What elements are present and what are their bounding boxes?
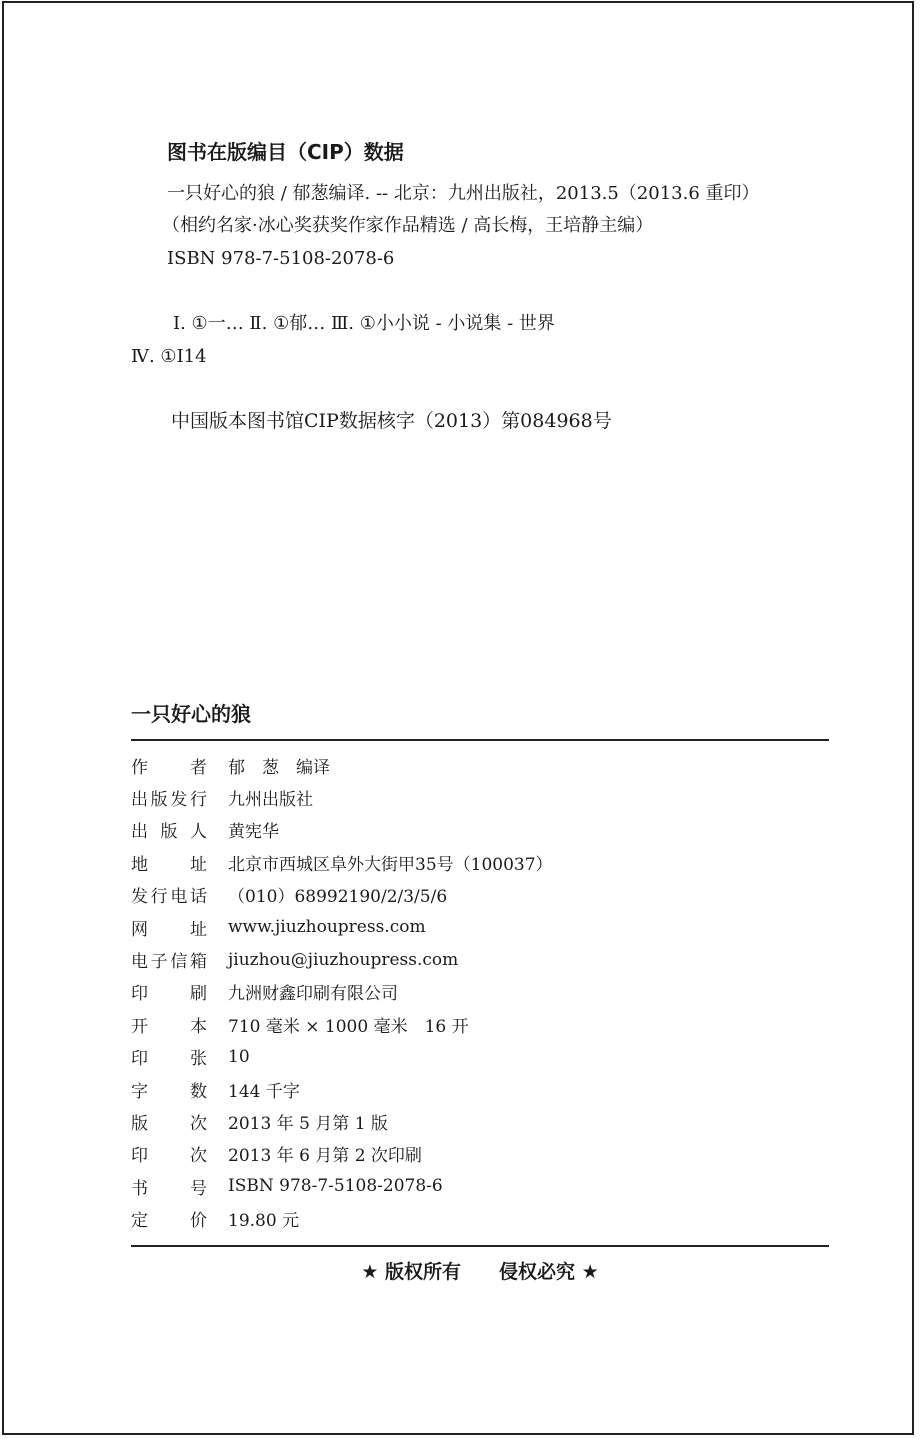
info-label-char: 刷 bbox=[190, 984, 207, 1005]
info-label-char: 行 bbox=[150, 887, 168, 908]
info-row bbox=[131, 814, 829, 846]
info-label bbox=[131, 882, 207, 907]
info-label bbox=[131, 979, 207, 1004]
info-value: 2013 年 6 月第 2 次印刷 bbox=[228, 1146, 422, 1167]
info-label-char: 箱 bbox=[189, 952, 207, 973]
cip-line-series: （相约名家·冰心奖获奖作家作品精选 / 高长梅，王培静主编） bbox=[162, 215, 654, 236]
info-label-char: 次 bbox=[190, 1113, 207, 1134]
info-label bbox=[131, 1077, 207, 1102]
info-row bbox=[131, 1202, 829, 1234]
info-value: 10 bbox=[228, 1046, 250, 1067]
info-value: 144 千字 bbox=[228, 1081, 300, 1102]
book-title: 一只好心的狼 bbox=[131, 702, 251, 726]
info-label bbox=[131, 850, 207, 875]
info-value: 郁 葱 编译 bbox=[228, 757, 330, 778]
info-value: （010）68992190/2/3/5/6 bbox=[228, 887, 448, 908]
info-label-char: 版 bbox=[150, 790, 168, 811]
info-label-char: 出 bbox=[131, 822, 148, 843]
info-value: jiuzhou@jiuzhoupress.com bbox=[228, 949, 459, 970]
info-row bbox=[131, 846, 829, 878]
cip-line-subjects: Ⅰ. ①一… Ⅱ. ①郁… Ⅲ. ①小小说 - 小说集 - 世界 bbox=[173, 313, 555, 334]
info-row bbox=[131, 1073, 829, 1105]
info-value: 九洲财鑫印刷有限公司 bbox=[228, 984, 398, 1005]
info-label-char: 子 bbox=[150, 952, 168, 973]
info-label-char: 版 bbox=[131, 1113, 148, 1134]
info-label-char: 印 bbox=[131, 984, 148, 1005]
info-label-char: 书 bbox=[131, 1178, 148, 1199]
info-row bbox=[131, 1008, 829, 1040]
info-value: 710 毫米 × 1000 毫米 16 开 bbox=[228, 1016, 469, 1037]
info-label-char: 次 bbox=[190, 1146, 207, 1167]
info-label-char: 开 bbox=[131, 1016, 148, 1037]
info-label-char: 址 bbox=[190, 854, 207, 875]
info-label-char: 张 bbox=[190, 1049, 207, 1070]
info-label-char: 价 bbox=[190, 1211, 207, 1232]
info-label-char: 者 bbox=[190, 757, 207, 778]
info-label-char: 人 bbox=[190, 822, 207, 843]
info-value: 北京市西城区阜外大街甲35号（100037） bbox=[228, 854, 553, 875]
info-label bbox=[131, 1141, 207, 1166]
info-label-char: 电 bbox=[131, 952, 148, 973]
info-row bbox=[131, 1105, 829, 1137]
info-row bbox=[131, 943, 829, 975]
info-label bbox=[131, 817, 207, 842]
info-value: ISBN 978-7-5108-2078-6 bbox=[228, 1176, 443, 1197]
info-label-char: 行 bbox=[189, 790, 207, 811]
info-row bbox=[131, 976, 829, 1008]
info-row bbox=[131, 1041, 829, 1073]
info-label bbox=[131, 1206, 207, 1231]
info-label-char: 印 bbox=[131, 1146, 148, 1167]
info-label-char: 话 bbox=[189, 887, 207, 908]
info-label-char: 字 bbox=[131, 1081, 148, 1102]
info-value: 2013 年 5 月第 1 版 bbox=[228, 1113, 388, 1134]
info-label bbox=[131, 785, 207, 810]
info-label bbox=[131, 915, 207, 940]
info-label-char: 作 bbox=[131, 757, 148, 778]
info-label-char: 本 bbox=[190, 1016, 207, 1037]
info-row bbox=[131, 749, 829, 781]
info-row bbox=[131, 1170, 829, 1202]
cip-line-isbn: ISBN 978-7-5108-2078-6 bbox=[167, 248, 395, 269]
info-label-char: 号 bbox=[190, 1178, 207, 1199]
cip-line-classification: Ⅳ. ①I14 bbox=[131, 346, 207, 367]
info-label-char: 定 bbox=[131, 1211, 148, 1232]
copyright-notice: ★ 版权所有 侵权必究 ★ bbox=[361, 1261, 599, 1283]
info-label bbox=[131, 1044, 207, 1069]
info-label-char: 版 bbox=[160, 822, 178, 843]
info-label bbox=[131, 1174, 207, 1199]
info-label bbox=[131, 1109, 207, 1134]
info-value: 19.80 元 bbox=[228, 1211, 300, 1232]
info-value: 九州出版社 bbox=[228, 790, 313, 811]
cip-heading: 图书在版编目（CIP）数据 bbox=[167, 140, 404, 164]
info-label-char: 信 bbox=[170, 952, 188, 973]
publication-info-table bbox=[131, 749, 829, 1235]
info-label-char: 地 bbox=[131, 854, 148, 875]
info-label bbox=[131, 1012, 207, 1037]
bottom-divider bbox=[131, 1245, 829, 1247]
info-row bbox=[131, 781, 829, 813]
info-row bbox=[131, 1138, 829, 1170]
info-label-char: 发 bbox=[131, 887, 148, 908]
info-label-char: 址 bbox=[190, 919, 207, 940]
info-label-char: 发 bbox=[170, 790, 188, 811]
info-row bbox=[131, 879, 829, 911]
info-label-char: 数 bbox=[190, 1081, 207, 1102]
info-label bbox=[131, 947, 207, 972]
info-value: www.jiuzhoupress.com bbox=[228, 917, 426, 938]
info-label-char: 电 bbox=[170, 887, 188, 908]
info-label-char: 印 bbox=[131, 1049, 148, 1070]
info-value: 黄宪华 bbox=[228, 822, 279, 843]
cip-line-title-publisher: 一只好心的狼 / 郁葱编译. -- 北京：九州出版社，2013.5（2013.6 重印） bbox=[167, 183, 760, 204]
info-row bbox=[131, 911, 829, 943]
info-label bbox=[131, 753, 207, 778]
info-label-char: 出 bbox=[131, 790, 148, 811]
info-label-char: 网 bbox=[131, 919, 148, 940]
top-divider bbox=[131, 739, 829, 741]
cip-data-number: 中国版本图书馆CIP数据核字（2013）第084968号 bbox=[171, 410, 612, 432]
